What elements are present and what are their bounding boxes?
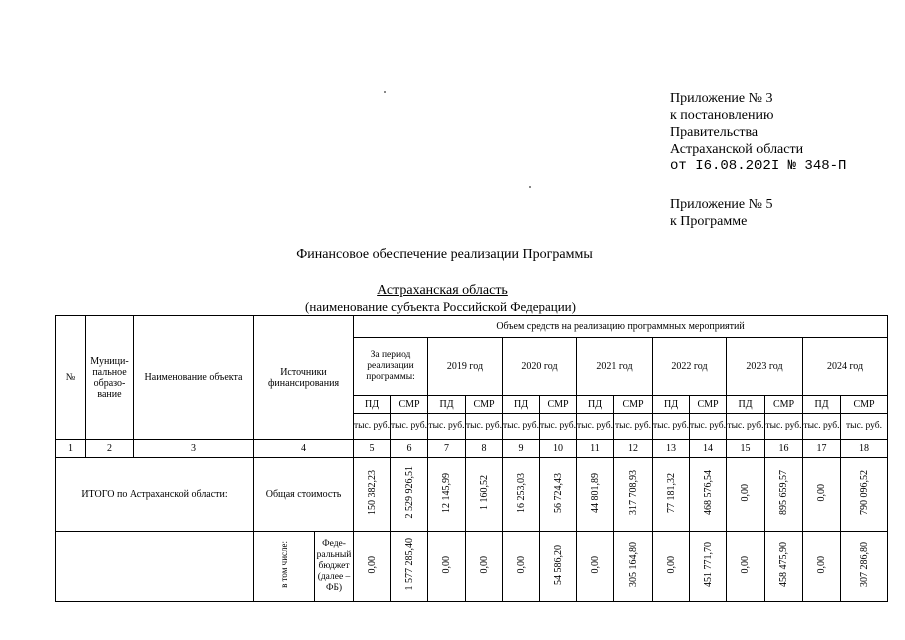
header-pd: ПД <box>727 396 765 414</box>
total-cell <box>428 458 466 532</box>
column-number: 16 <box>765 440 803 458</box>
header-year: 2023 год <box>727 338 803 396</box>
total-cell <box>727 458 765 532</box>
fb-value: 0,00 <box>441 555 452 574</box>
header-unit: тыс. руб. <box>391 414 428 440</box>
fb-value: 0,00 <box>366 555 378 574</box>
region-note: (наименование субъекта Российской Федерации) <box>305 299 576 314</box>
fb-cell <box>727 532 765 602</box>
header-unit: тыс. руб. <box>614 414 653 440</box>
appendix-3-line: Приложение № 3 <box>670 91 773 106</box>
total-label: ИТОГО по Астраханской области: <box>56 458 254 532</box>
region-name: Астраханская область <box>377 283 508 298</box>
header-pd: ПД <box>503 396 540 414</box>
column-number-row <box>56 440 888 458</box>
fb-value: 0,00 <box>515 555 527 574</box>
header-smr: СМР <box>614 396 653 414</box>
appendix-5-line: Приложение № 5 <box>670 197 773 212</box>
header-year: 2020 год <box>503 338 577 396</box>
header-unit: тыс. руб. <box>503 414 540 440</box>
total-cell <box>841 458 888 532</box>
empty-cell <box>56 532 254 602</box>
total-cell <box>354 458 391 532</box>
fb-value: 0,00 <box>740 555 751 574</box>
group-label-cell <box>254 532 315 602</box>
column-number: 10 <box>540 440 577 458</box>
header-unit: тыс. руб. <box>354 414 391 440</box>
appendix-5-block <box>670 196 773 230</box>
header-unit: тыс. руб. <box>690 414 727 440</box>
fb-value: 54 586,20 <box>552 544 564 585</box>
total-cell <box>614 458 653 532</box>
column-number: 12 <box>614 440 653 458</box>
header-smr: СМР <box>690 396 727 414</box>
appendix-3-block <box>670 90 846 175</box>
fb-cell <box>428 532 466 602</box>
column-number: 6 <box>391 440 428 458</box>
financing-table <box>55 315 888 602</box>
appendix-3-line: Астраханской области <box>670 142 804 157</box>
header-smr: СМР <box>466 396 503 414</box>
total-cell <box>540 458 577 532</box>
total-cell <box>577 458 614 532</box>
header-smr: СМР <box>540 396 577 414</box>
column-number: 2 <box>86 440 134 458</box>
column-number: 18 <box>841 440 888 458</box>
column-number: 17 <box>803 440 841 458</box>
total-cell <box>690 458 727 532</box>
header-sources: Источники финансирования <box>254 316 354 440</box>
header-period: За период реализации программы: <box>354 338 428 396</box>
column-number: 13 <box>653 440 690 458</box>
fb-value: 458 475,90 <box>778 542 789 587</box>
header-unit: тыс. руб. <box>540 414 577 440</box>
header-pd: ПД <box>803 396 841 414</box>
total-value: 0,00 <box>816 483 827 502</box>
fb-cell <box>577 532 614 602</box>
fb-cell <box>466 532 503 602</box>
total-cell <box>503 458 540 532</box>
column-number: 8 <box>466 440 503 458</box>
column-number: 15 <box>727 440 765 458</box>
total-value: 790 096,52 <box>858 470 870 515</box>
fb-cell <box>354 532 391 602</box>
header-year: 2024 год <box>803 338 888 396</box>
column-number: 7 <box>428 440 466 458</box>
header-unit: тыс. руб. <box>803 414 841 440</box>
header-unit: тыс. руб. <box>466 414 503 440</box>
fb-cell <box>841 532 888 602</box>
fb-value: 1 577 285,40 <box>403 538 415 591</box>
total-value: 56 724,43 <box>552 472 564 513</box>
appendix-3-line: Правительства <box>670 125 759 140</box>
fb-value: 0,00 <box>816 555 827 574</box>
fb-value: 0,00 <box>665 555 677 574</box>
fb-value: 451 771,70 <box>702 542 714 587</box>
total-value: 2 529 926,51 <box>403 466 415 519</box>
column-number: 5 <box>354 440 391 458</box>
header-unit: тыс. руб. <box>577 414 614 440</box>
header-unit: тыс. руб. <box>727 414 765 440</box>
total-value: 44 801,89 <box>589 472 601 513</box>
header-unit: тыс. руб. <box>765 414 803 440</box>
header-unit: тыс. руб. <box>653 414 690 440</box>
header-smr: СМР <box>841 396 888 414</box>
header-smr: СМР <box>391 396 428 414</box>
appendix-5-line: к Программе <box>670 214 748 229</box>
page-title: Финансовое обеспечение реализации Программы <box>296 247 593 262</box>
fb-value: 0,00 <box>478 555 490 574</box>
group-label: в том числе: <box>278 541 289 588</box>
total-value: 1 160,52 <box>478 475 490 510</box>
total-value: 468 576,54 <box>702 470 714 515</box>
column-number: 9 <box>503 440 540 458</box>
total-cell <box>803 458 841 532</box>
fb-cell <box>690 532 727 602</box>
fb-cell <box>765 532 803 602</box>
header-unit: тыс. руб. <box>428 414 466 440</box>
total-cell <box>765 458 803 532</box>
federal-budget-row <box>56 532 888 602</box>
column-number: 11 <box>577 440 614 458</box>
fb-cell <box>540 532 577 602</box>
header-year: 2022 год <box>653 338 727 396</box>
header-object-name: Наименование объекта <box>134 316 254 440</box>
appendix-3-date-line: от I6.08.202I № 348-П <box>670 158 847 174</box>
scan-speck <box>384 91 386 93</box>
total-cell <box>466 458 503 532</box>
header-municipality: Муници-пальное образо-вание <box>86 316 134 440</box>
column-number: 1 <box>56 440 86 458</box>
total-source: Общая стоимость <box>254 458 354 532</box>
total-value: 0,00 <box>740 483 751 502</box>
header-pd: ПД <box>577 396 614 414</box>
fb-cell <box>653 532 690 602</box>
header-volume: Объем средств на реализацию программных мероприятий <box>354 316 888 338</box>
header-year: 2021 год <box>577 338 653 396</box>
header-unit: тыс. руб. <box>841 414 888 440</box>
header-pd: ПД <box>428 396 466 414</box>
fb-value: 307 286,80 <box>858 542 870 587</box>
column-number: 14 <box>690 440 727 458</box>
header-pd: ПД <box>354 396 391 414</box>
total-cell <box>653 458 690 532</box>
fb-cell <box>614 532 653 602</box>
total-value: 12 145,99 <box>441 472 452 513</box>
fb-value: 0,00 <box>589 555 601 574</box>
header-year: 2019 год <box>428 338 503 396</box>
appendix-3-line: к постановлению <box>670 108 774 123</box>
total-value: 317 708,93 <box>627 470 639 515</box>
total-cell <box>391 458 428 532</box>
scan-speck <box>529 186 531 188</box>
column-number: 3 <box>134 440 254 458</box>
header-smr: СМР <box>765 396 803 414</box>
header-num: № <box>56 316 86 440</box>
header-pd: ПД <box>653 396 690 414</box>
fb-value: 305 164,80 <box>627 542 639 587</box>
total-row <box>56 458 888 532</box>
fb-source: Феде-ральный бюджет (далее – ФБ) <box>315 532 354 602</box>
total-value: 150 382,23 <box>366 470 378 515</box>
fb-cell <box>391 532 428 602</box>
column-number: 4 <box>254 440 354 458</box>
total-value: 895 659,57 <box>778 470 789 515</box>
total-value: 16 253,03 <box>515 472 527 513</box>
fb-cell <box>803 532 841 602</box>
fb-cell <box>503 532 540 602</box>
total-value: 77 181,32 <box>665 472 677 513</box>
